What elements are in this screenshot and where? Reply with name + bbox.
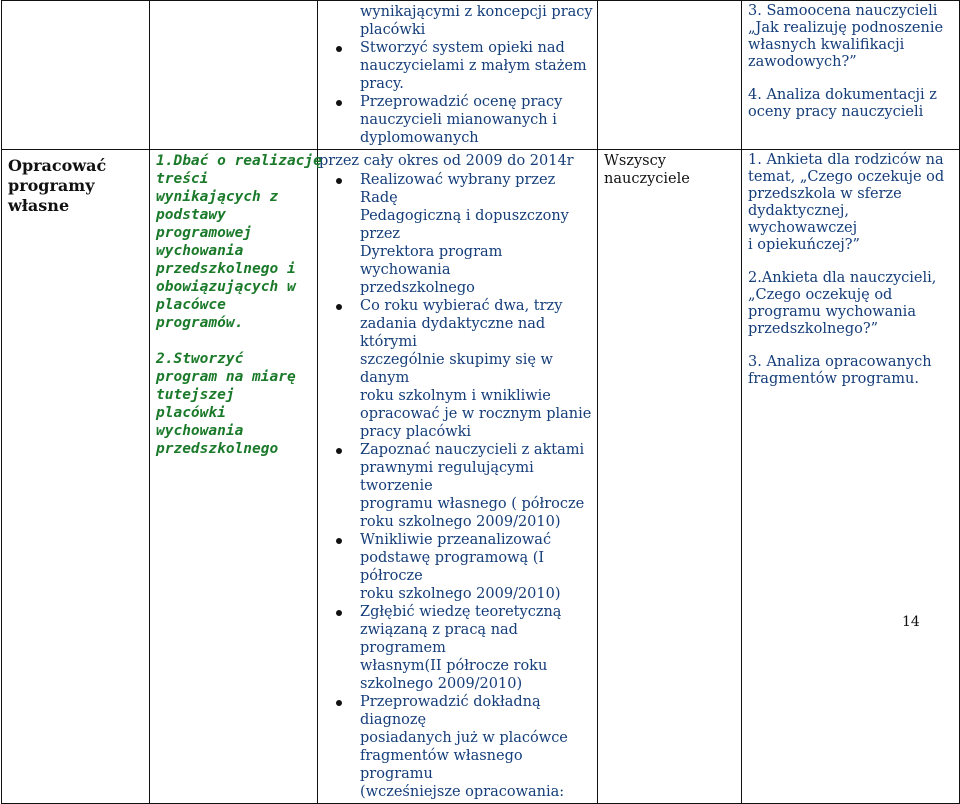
area-line: programy (8, 176, 95, 195)
term-text: przez cały okres od 2009 do 2014r (319, 153, 574, 169)
goal-line: przedszkolnego i (156, 261, 296, 277)
area-line: własne (8, 196, 70, 215)
area-cell (2, 1, 150, 150)
goals-cell (150, 1, 318, 150)
evaluation-cell (742, 1, 960, 150)
tasks-list (318, 3, 593, 147)
eval-line: programu wychowania (748, 304, 916, 320)
list-item: Stworzyć system opieki nad (360, 39, 593, 57)
task-line: pracy. (360, 76, 404, 92)
evaluation-text (748, 3, 955, 121)
eval-line: 3. Samoocena nauczycieli (748, 3, 938, 19)
task-line: dyplomowanych (360, 130, 479, 146)
responsible-cell (598, 150, 742, 804)
area-cell (2, 150, 150, 804)
list-item: Wnikliwie przeanalizować podstawę programową (I półrocze roku szkolnego 2009/2010) (360, 531, 593, 603)
list-item: Co roku wybierać dwa, trzy zadania dydaktyczne nad którymi szczególnie skupimy się w danym roku szkolnym i wnikliwie opracować je w rocznym planie pracy placówki (360, 298, 592, 440)
eval-line: fragmentów programu. (748, 371, 919, 387)
goal-1-heading: 1.Dbać o realizację (156, 153, 322, 169)
list-item: Przeprowadzić ocenę pracy (360, 93, 593, 111)
eval-line: „Czego oczekuję od (748, 287, 893, 303)
tasks-list (318, 171, 593, 801)
eval-line: 3. Analiza opracowanych (748, 354, 932, 370)
list-item: Przeprowadzić dokładną diagnozę posiadanych już w placówce fragmentów własnego programu (wcześniejsze opracowania: (360, 693, 593, 801)
task-line: placówki (360, 22, 426, 38)
eval-line: i opiekuńczej?” (748, 237, 860, 253)
eval-line: temat, „Czego oczekuje od (748, 169, 945, 185)
tasks-cell (318, 150, 598, 804)
responsible-line: nauczyciele (604, 171, 690, 187)
table-row (2, 1, 960, 150)
list-item: Realizować wybrany przez Radę Pedagogiczną i dopuszczony przez Dyrektora program wychowania przedszkolnego (360, 171, 593, 297)
goal-line: 2.Stworzyć (156, 351, 244, 367)
goal-line: programowej (156, 225, 253, 241)
eval-line: 2.Ankieta dla nauczycieli, (748, 270, 937, 286)
tasks-cell (318, 1, 598, 150)
goals-text (156, 152, 322, 458)
area-line: Opracować (8, 156, 107, 175)
eval-line: dydaktycznej, wychowawczej (748, 203, 858, 236)
eval-line: zawodowych?” (748, 54, 857, 70)
eval-line: oceny pracy nauczycieli (748, 104, 924, 120)
page-number: 14 (902, 614, 920, 630)
evaluation-cell (742, 150, 960, 804)
eval-line: przedszkolnego?” (748, 321, 879, 337)
eval-line: „Jak realizuję podnoszenie (748, 20, 944, 36)
goal-line: wynikających z (156, 189, 279, 205)
list-item: Zapoznać nauczycieli z aktami prawnymi regulującymi tworzenie programu własnego ( półrocze roku szkolnego 2009/2010) (360, 441, 593, 531)
goal-line: placówce (156, 297, 226, 313)
responsible-cell (598, 1, 742, 150)
eval-line: 4. Analiza dokumentacji z (748, 87, 937, 103)
plan-table (1, 0, 960, 804)
goal-line: podstawy (156, 207, 226, 223)
eval-line: 1. Ankieta dla rodziców na (748, 152, 944, 168)
list-item: Zgłębić wiedzę teoretyczną związaną z pracą nad programem własnym(II półrocze roku szkolnego 2009/2010) (360, 603, 593, 693)
task-line: nauczycieli mianowanych i (360, 112, 557, 128)
goal-line: programów. (156, 315, 244, 331)
goal-line: obowiązujących w (156, 279, 296, 295)
goal-line: wychowania (156, 243, 244, 259)
eval-line: przedszkola w sferze (748, 186, 902, 202)
responsible-line: Wszyscy (604, 153, 666, 169)
goal-line: program na miarę (156, 369, 296, 385)
task-line: nauczycielami z małym stażem (360, 58, 587, 74)
goal-line: wychowania (156, 423, 244, 439)
responsible-text (604, 152, 737, 188)
table-row (2, 150, 960, 804)
task-line: wynikającymi z koncepcji pracy (360, 4, 593, 20)
area-text (8, 152, 145, 216)
goal-line: tutejszej placówki (156, 387, 235, 421)
goal-line: przedszkolnego (156, 441, 279, 457)
goal-line: treści (156, 171, 209, 187)
eval-line: własnych kwalifikacji (748, 37, 905, 53)
evaluation-text (748, 152, 955, 388)
goals-cell (150, 150, 322, 804)
